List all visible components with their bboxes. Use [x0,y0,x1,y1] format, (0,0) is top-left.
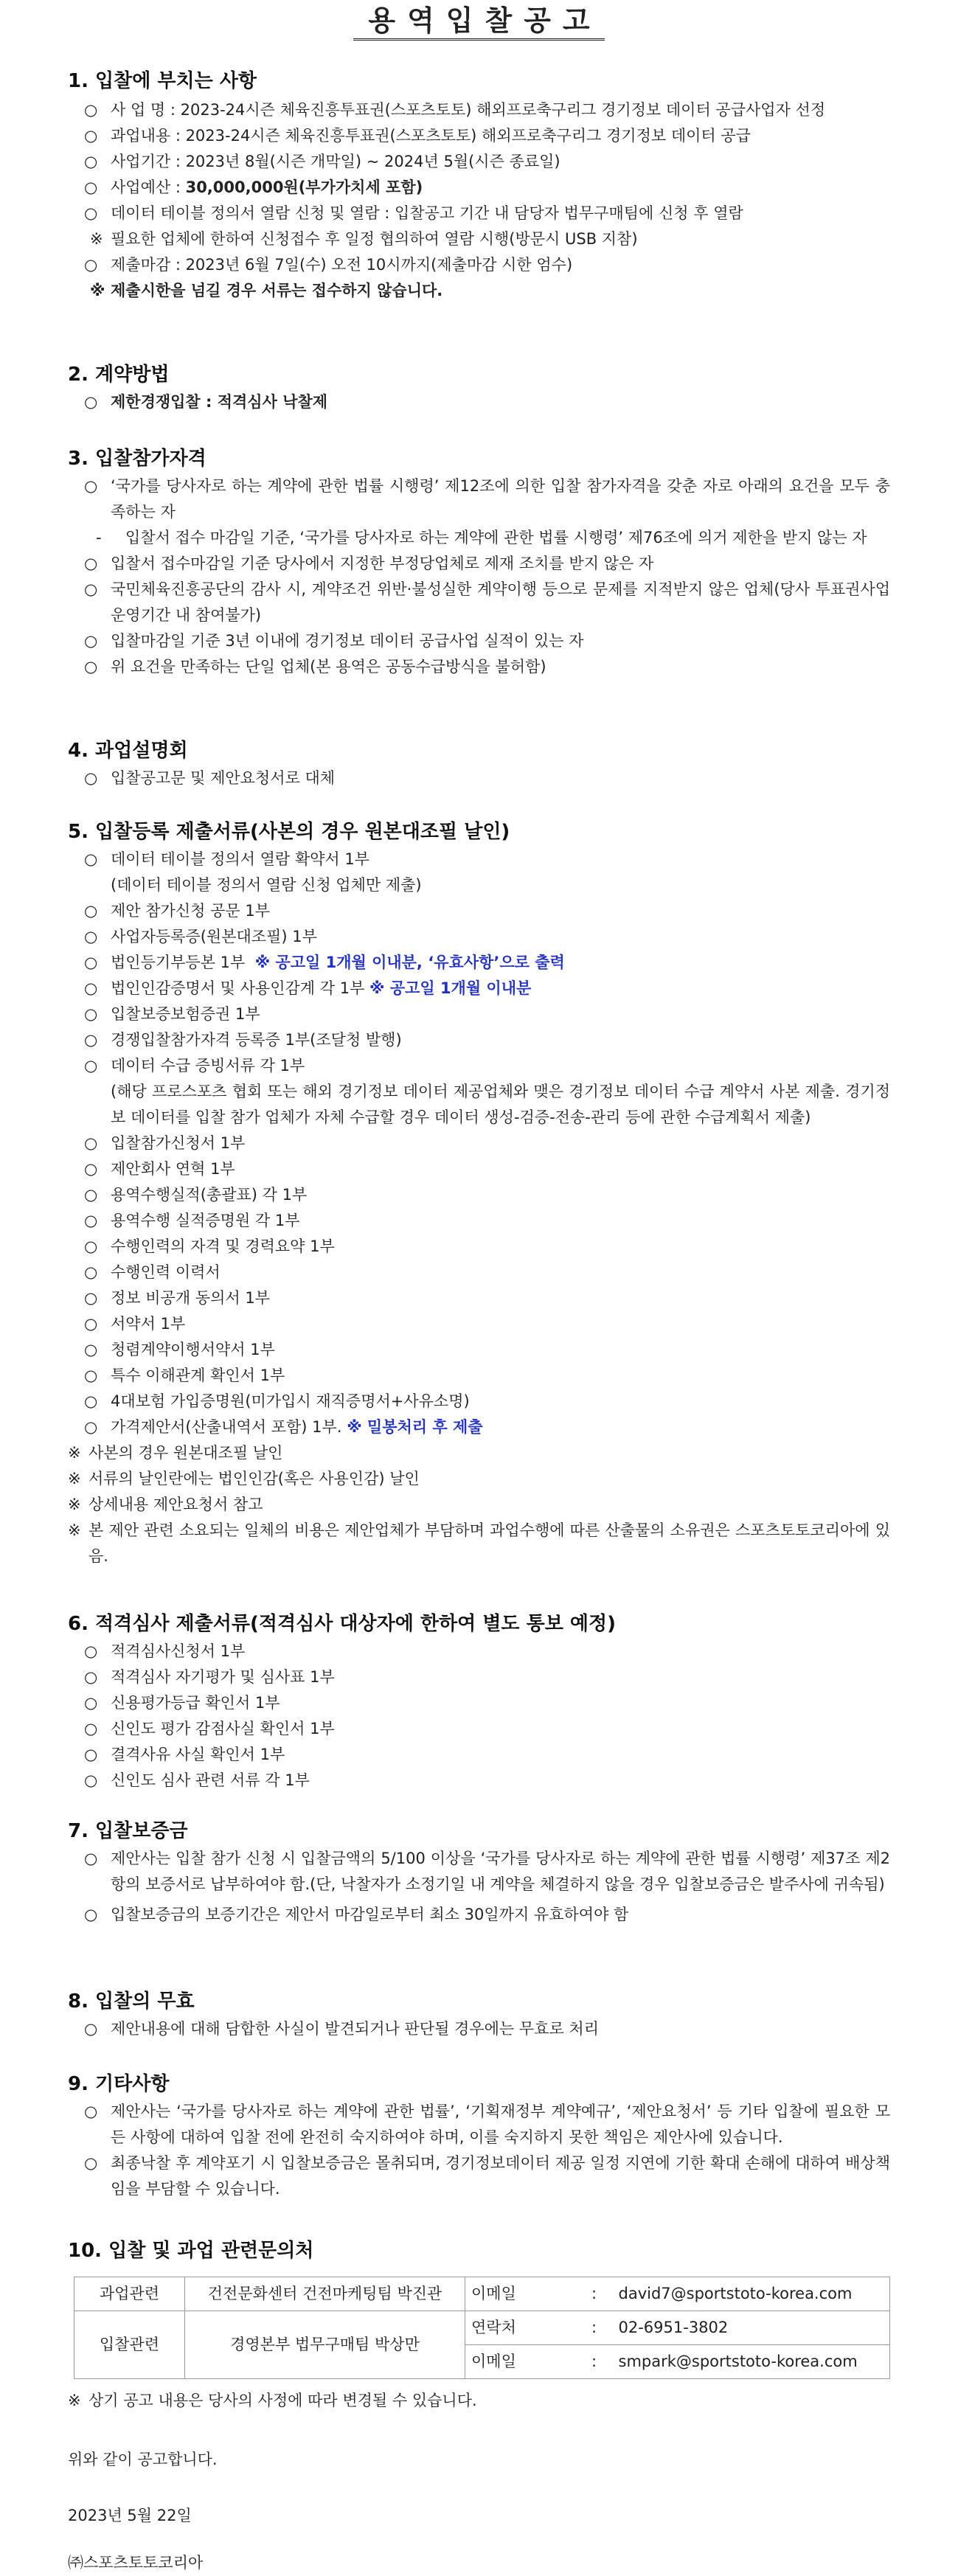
list-item: ○ 최종낙찰 후 계약포기 시 입찰보증금은 몰취되며, 경기정보데이터 제공 일정 지연에 기한 확대 손해에 대하여 배상책임을 부담할 수 있습니다. [84,2154,890,2198]
section-10 [68,2236,890,2266]
section-1-heading: 1. 입찰에 부치는 사항 [68,70,257,92]
section-3-heading: 3. 입찰참가자격 [68,448,206,470]
announcement-date: 2023년 5월 22일 [68,2507,192,2524]
list-item: ○ 입찰마감일 기준 3년 이내에 경기정보 데이터 공급사업 실적이 있는 자 [84,632,584,650]
table-row [74,2277,890,2311]
section-7 [68,1816,890,1928]
table-cell: smpark@sportstoto-korea.com [613,2345,890,2379]
table-cell: 과업관련 [74,2277,185,2311]
list-item: ○ 사업기간 : 2023년 8월(시즌 개막일) ~ 2024년 5월(시즌 종료일) [84,153,560,170]
company-name: ㈜스포츠토토코리아 [68,2554,204,2572]
list-item: ○ 경쟁입찰참가자격 등록증 1부(조달청 발행) [84,1031,402,1049]
table-cell: 건전문화센터 건전마케팅팀 박진관 [185,2277,465,2311]
list-item: ○ 4대보험 가입증명원(미가입시 재직증명서+사유소명) [84,1392,470,1410]
list-item: ○ 적격심사 자기평가 및 심사표 1부 [84,1668,335,1686]
list-item: ○ 신용평가등급 확인서 1부 [84,1694,280,1712]
table-cell: 경영본부 법무구매팀 박상만 [185,2311,465,2379]
section-9 [68,2069,890,2202]
list-item: ○ 용역수행 실적증명원 각 1부 [84,1212,300,1229]
section-5-heading: 5. 입찰등록 제출서류(사본의 경우 원본대조필 날인) [68,821,510,843]
list-item: ○ 입찰서 접수마감일 기준 당사에서 지정한 부정당업체로 제재 조치를 받지 않은 자 [84,555,654,572]
list-item: ○ 데이터 테이블 정의서 열람 신청 및 열람 : 입찰공고 기간 내 담당자 법무구매팀에 신청 후 열람 [84,204,743,222]
list-item: ○ 정보 비공개 동의서 1부 [84,1289,270,1307]
list-item: ○ 입찰공고문 및 제안요청서로 대체 [84,769,336,787]
table-row [74,2311,890,2345]
list-item: ○ 청렴계약이행서약서 1부 [84,1341,275,1358]
list-subitem: - 입찰서 접수 마감일 기준, ‘국가를 당사자로 하는 계약에 관한 법률 시행령’ 제76조에 의거 제한을 받지 않는 자 [96,529,867,546]
list-item: ○ 사업예산 : 30,000,000원(부가가치세 포함) [84,178,423,196]
list-item: ○ 신인도 평가 감점사실 확인서 1부 [84,1720,335,1737]
list-item: ○ 사 업 명 : 2023-24시즌 체육진흥투표권(스포츠토토) 해외프로축구리그 경기정보 데이터 공급사업자 선정 [84,101,826,119]
note: ※ 필요한 업체에 한하여 신청접수 후 일정 협의하여 열람 시행(방문시 USB 지참) [90,230,638,248]
table-cell: david7@sportstoto-korea.com [613,2277,890,2311]
table-cell: 02-6951-3802 [613,2311,890,2345]
section-3 [68,444,890,680]
list-item: ○ 수행인력 이력서 [84,1263,221,1281]
list-item: ○ 위 요건을 만족하는 단일 업체(본 용역은 공동수급방식을 불허함) [84,658,546,676]
closing-text: 위와 같이 공고합니다. [68,2451,218,2468]
note: ※ 사본의 경우 원본대조필 날인 [68,1444,283,1462]
note: ※ 서류의 날인란에는 법인인감(혹은 사용인감) 날인 [68,1470,420,1487]
section-10-heading: 10. 입찰 및 과업 관련문의처 [68,2240,314,2262]
list-item-detail: (해당 프로스포츠 협회 또는 해외 경기정보 데이터 제공업체와 맺은 경기정보 데이터 수급 계약서 사본 제출. 경기정보 데이터를 입찰 참가 업체가 자체 수급할 경우 데이터 생성-검증-전송-관리 등에 관한 수급계획서 제출) [111,1083,890,1126]
highlight-note: ※ 공고일 1개월 이내분 [369,979,532,997]
table-cell: : [576,2345,613,2379]
highlight-note: ※ 밀봉처리 후 제출 [347,1418,483,1436]
highlight-note: ※ 공고일 1개월 이내분, ‘유효사항’으로 출력 [254,954,565,971]
list-item-detail: (데이터 테이블 정의서 열람 신청 업체만 제출) [111,876,422,894]
list-item: ○ 법인인감증명서 및 사용인감계 각 1부 ※ 공고일 1개월 이내분 [84,979,532,997]
note: ※ 제출시한을 넘길 경우 서류는 접수하지 않습니다. [90,282,443,299]
section-5 [68,817,890,1569]
list-item: ○ 과업내용 : 2023-24시즌 체육진흥투표권(스포츠토토) 해외프로축구리그 경기정보 데이터 공급 [84,127,751,145]
contact-table [74,2277,890,2379]
list-item: ○ 입찰보증금의 보증기간은 제안서 마감일로부터 최소 30일까지 유효하여야 함 [84,1906,629,1923]
table-cell: 이메일 [465,2345,576,2379]
section-7-heading: 7. 입찰보증금 [68,1820,188,1842]
list-item: ○ 제출마감 : 2023년 6월 7일(수) 오전 10시까지(제출마감 시한 엄수) [84,256,573,274]
list-item: ○ 입찰참가신청서 1부 [84,1134,246,1152]
list-item: ○ 신인도 심사 관련 서류 각 1부 [84,1771,310,1789]
section-4 [68,736,890,791]
list-item: ○ 용역수행실적(총괄표) 각 1부 [84,1186,308,1204]
section-8 [68,1987,890,2042]
list-item: ○ 제안 참가신청 공문 1부 [84,902,270,920]
list-item: ○ 수행인력의 자격 및 경력요약 1부 [84,1237,335,1255]
list-item: ○ 제안회사 연혁 1부 [84,1160,235,1178]
list-item: ○ 사업자등록증(원본대조필) 1부 [84,928,317,945]
footer-note: ※ 상기 공고 내용은 당사의 사정에 따라 변경될 수 있습니다. [68,2392,477,2409]
list-item: ○ 제한경쟁입찰 : 적격심사 낙찰제 [84,393,328,411]
section-2-heading: 2. 계약방법 [68,364,170,386]
section-4-heading: 4. 과업설명회 [68,740,188,762]
list-item: ○ 데이터 수급 증빙서류 각 1부 [84,1057,305,1075]
section-6-heading: 6. 적격심사 제출서류(적격심사 대상자에 한하여 별도 통보 예정) [68,1613,616,1635]
list-item: ○ 적격심사신청서 1부 [84,1642,246,1660]
table-cell: 입찰관련 [74,2311,185,2379]
list-item: ○ 결격사유 사실 확인서 1부 [84,1746,285,1763]
list-item: ○ 제안사는 입찰 참가 신청 시 입찰금액의 5/100 이상을 ‘국가를 당사자로 하는 계약에 관한 법률 시행령’ 제37조 제2항의 보증서로 납부하여야 함.(단, 낙찰자가 소정기일 내 계약을 체결하지 않을 경우 입찰보증금은 발주사에 귀속됨) [84,1850,890,1893]
list-item: ○ 법인등기부등본 1부 ※ 공고일 1개월 이내분, ‘유효사항’으로 출력 [84,954,565,971]
section-1 [68,66,890,304]
list-item: ○ 가격제안서(산출내역서 포함) 1부. ※ 밀봉처리 후 제출 [84,1418,483,1436]
section-9-heading: 9. 기타사항 [68,2073,170,2095]
note: ※ 본 제안 관련 소요되는 일체의 비용은 제안업체가 부담하며 과업수행에 따른 산출물의 소유권은 스포츠토토코리아에 있음. [68,1521,890,1565]
section-6 [68,1609,890,1794]
section-8-heading: 8. 입찰의 무효 [68,1990,195,2013]
list-item: ○ 데이터 테이블 정의서 열람 확약서 1부 [84,850,370,868]
list-item: ○ ‘국가를 당사자로 하는 계약에 관한 법률 시행령’ 제12조에 의한 입찰 참가자격을 갖춘 자로 아래의 요건을 모두 충족하는 자 [84,477,890,521]
list-item: ○ 제안사는 ‘국가를 당사자로 하는 계약에 관한 법률’, ‘기획재정부 계약예규’, ‘제안요청서’ 등 기타 입찰에 필요한 모든 사항에 대하여 입찰 전에 완전히 숙지하여야 하며, 이를 숙지하지 못한 책임은 제안사에 있습니다. [84,2103,890,2146]
table-cell: : [576,2277,613,2311]
list-item: ○ 특수 이해관계 확인서 1부 [84,1367,285,1384]
table-cell: : [576,2311,613,2345]
list-item: ○ 국민체육진흥공단의 감사 시, 계약조건 위반·불성실한 계약이행 등으로 문제를 지적받지 않은 업체(당사 투표권사업 운영기간 내 참여불가) [84,580,890,624]
list-item: ○ 서약서 1부 [84,1315,186,1333]
list-item: ○ 제안내용에 대해 담합한 사실이 발견되거나 판단될 경우에는 무효로 처리 [84,2020,599,2038]
page-title: 용역입찰공고 [0,3,958,38]
section-2 [68,360,890,415]
table-cell: 이메일 [465,2277,576,2311]
table-cell: 연락처 [465,2311,576,2345]
note: ※ 상세내용 제안요청서 참고 [68,1496,263,1513]
list-item: ○ 입찰보증보험증권 1부 [84,1005,260,1023]
